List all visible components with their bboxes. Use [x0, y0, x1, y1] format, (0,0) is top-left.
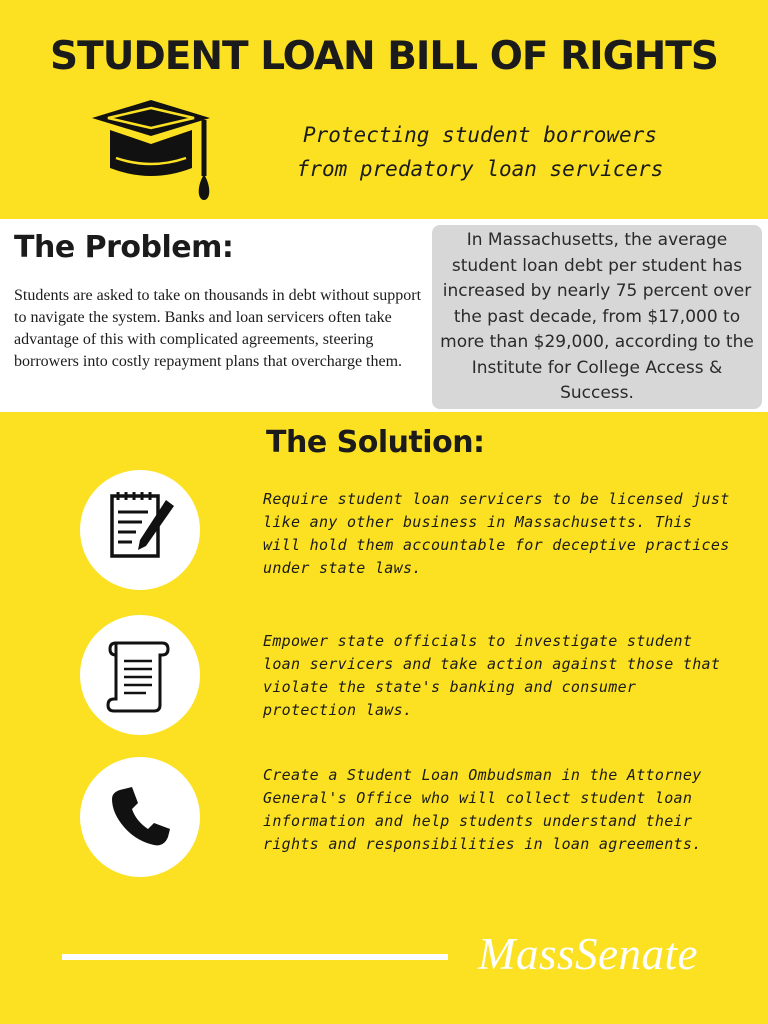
masssenate-logo: MassSenate	[478, 929, 698, 979]
solution-item-1-text: Require student loan servicers to be licensed just like any other business in Massachusetts. This will hold them accountable for deceptive practices under state laws.	[263, 490, 730, 577]
page-title: STUDENT LOAN BILL OF RIGHTS	[50, 34, 718, 79]
graduation-cap-icon	[86, 96, 216, 206]
scroll-icon	[80, 615, 200, 735]
subtitle-line-2: from predatory loan servicers	[296, 157, 664, 181]
solution-heading: The Solution:	[266, 425, 485, 460]
footer-divider	[62, 954, 448, 960]
phone-icon	[80, 757, 200, 877]
stat-callout-text: In Massachusetts, the average student loan debt per student has increased by nearly 75 percent over the past decade, from $17,000 to more than $29,000, according to the Institute for College Access & Success.	[440, 230, 754, 403]
solution-icon-circle-1	[80, 470, 200, 590]
solution-item-2-text: Empower state officials to investigate student loan servicers and take action against those that violate the state's banking and consumer protection laws.	[263, 632, 721, 719]
solution-icon-circle-3	[80, 757, 200, 877]
problem-heading: The Problem:	[14, 230, 234, 265]
checklist-pencil-icon	[80, 470, 200, 590]
subtitle	[250, 118, 710, 186]
solution-item-3-text: Create a Student Loan Ombudsman in the Attorney General's Office who will collect student loan information and help students understand their rights and responsibilities in loan agreements.	[263, 766, 702, 853]
problem-text: Students are asked to take on thousands in debt without support to navigate the system. Banks and loan servicers often take advantage of this with complicated agreements, steering borrowers into costly repayment plans that overcharge them.	[14, 287, 422, 370]
solution-icon-circle-2	[80, 615, 200, 735]
subtitle-line-1: Protecting student borrowers	[302, 123, 657, 147]
